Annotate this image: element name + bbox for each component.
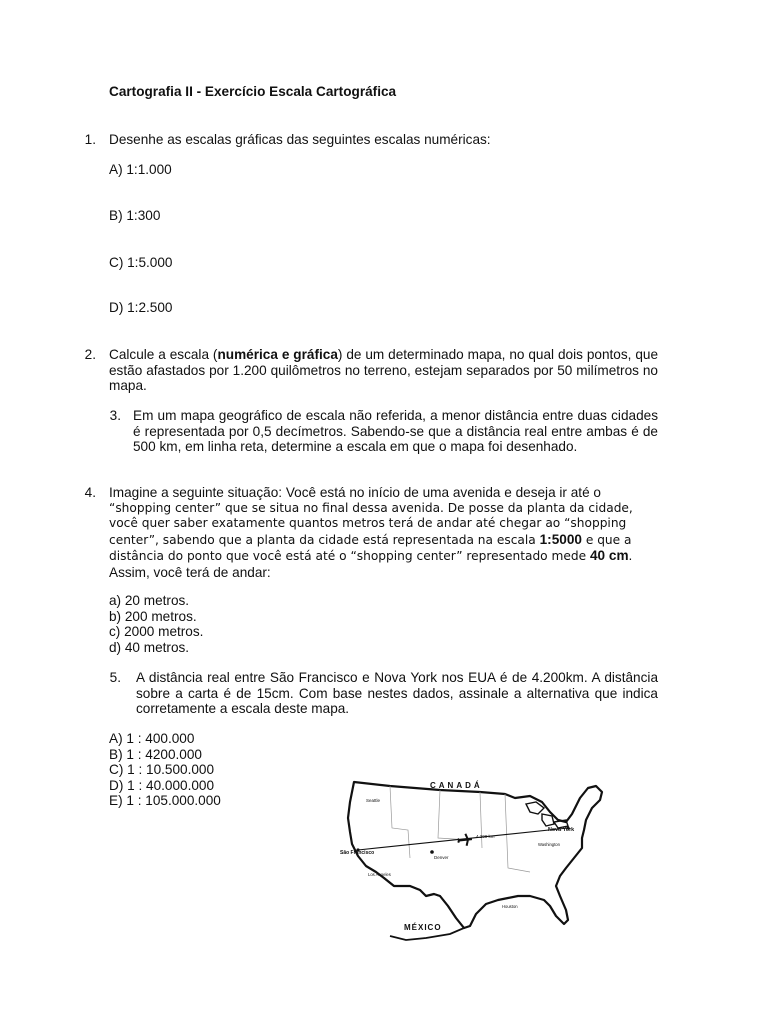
- q2-text-part1: Calcule a escala (: [109, 347, 218, 362]
- q4-line-1: Imagine a seguinte situação: Você está no início de uma avenida e deseja ir até o: [109, 485, 601, 500]
- q3-number: 3.: [109, 408, 121, 423]
- q1-option-a: A) 1:1.000: [109, 162, 172, 177]
- q5-option-e: E) 1 : 105.000.000: [109, 793, 221, 809]
- map-label-washington: Washington: [538, 842, 560, 847]
- q4-line-3: você quer saber exatamente quantos metros terá de andar até chegar ao “shopping: [109, 516, 627, 531]
- denver-dot: [430, 850, 434, 854]
- map-label-seattle: Seattle: [366, 798, 381, 803]
- q4-number: 4.: [84, 485, 96, 500]
- q1-option-d: D) 1:2.500: [109, 300, 173, 315]
- q4-option-c: c) 2000 metros.: [109, 624, 204, 640]
- map-label-canada: CANADÁ: [430, 781, 483, 790]
- map-label-distance: 4.200 km: [476, 834, 495, 839]
- q4-line-4: [109, 532, 658, 549]
- q1-option-b: B) 1:300: [109, 208, 161, 223]
- q2-text-bold: numérica e gráfica: [217, 347, 338, 362]
- q5-number: 5.: [109, 670, 121, 685]
- map-label-denver: Denver: [434, 855, 449, 860]
- q5-option-c: C) 1 : 10.500.000: [109, 762, 215, 778]
- q4-option-d: d) 40 metros.: [109, 639, 190, 655]
- q4-line-5-a: distância do ponto que você está até o “shopping center” representado mede: [109, 549, 590, 564]
- q5-option-a: A) 1 : 400.000: [109, 731, 195, 746]
- q4-line-4-c: e que a: [581, 532, 632, 547]
- q4-distance-bold: 40 cm: [590, 548, 629, 564]
- q5-text: A distância real entre São Francisco e Nova York nos EUA é de 4.200km. A distância sobre a carta é de 15cm. Com base nestes dados, assinale a alternativa que indica corretamente a escala deste mapa.: [136, 670, 658, 717]
- q1-text: Desenhe as escalas gráficas das seguintes escalas numéricas:: [109, 132, 491, 147]
- map-label-new-york: Nova York: [548, 827, 575, 833]
- map-label-san-francisco: São Francisco: [340, 850, 375, 856]
- q2-text: [109, 347, 658, 394]
- q4-option-b: b) 200 metros.: [109, 608, 197, 624]
- q5-options: [109, 731, 221, 809]
- q4-options: [109, 593, 203, 655]
- map-label-houston: Houston: [502, 904, 518, 909]
- q1-number: 1.: [84, 132, 96, 147]
- q4-line-2: “shopping center” que se situa no final dessa avenida. De posse da planta da cidade,: [109, 500, 633, 515]
- q5-option-d: D) 1 : 40.000.000: [109, 777, 215, 793]
- q5-option-b: B) 1 : 4200.000: [109, 746, 202, 762]
- document-title: Cartografia II - Exercício Escala Cartográfica: [109, 84, 397, 99]
- map-label-mexico: MÉXICO: [404, 923, 442, 932]
- q4-option-a: a) 20 metros.: [109, 593, 190, 608]
- q3-text: Em um mapa geográfico de escala não referida, a menor distância entre duas cidades é representada por 0,5 decímetros. Sabendo-se que a distância real entre ambas é de 500 km, em linha reta, determine a escala em que o mapa foi desenhado.: [133, 408, 658, 455]
- q4-text: [109, 485, 658, 581]
- q4-line-5-c: .: [628, 548, 633, 564]
- q4-scale-bold: 1:5000: [539, 531, 582, 547]
- q2-number: 2.: [84, 347, 96, 362]
- usa-map-figure: [330, 768, 626, 948]
- map-label-los-angeles: Los Angeles: [368, 872, 391, 877]
- q2-text-part2: ) de um determinado mapa, no qual dois pontos, que estão afastados por 1.200 quilômetros no terreno, estejam separados por 50 milímetros no mapa.: [109, 347, 659, 394]
- q4-line-6: Assim, você terá de andar:: [109, 564, 271, 580]
- q1-option-c: C) 1:5.000: [109, 255, 173, 270]
- q4-line-4-a: center”, sabendo que a planta da cidade está representada na escala: [109, 532, 540, 547]
- q4-line-5: [109, 548, 658, 565]
